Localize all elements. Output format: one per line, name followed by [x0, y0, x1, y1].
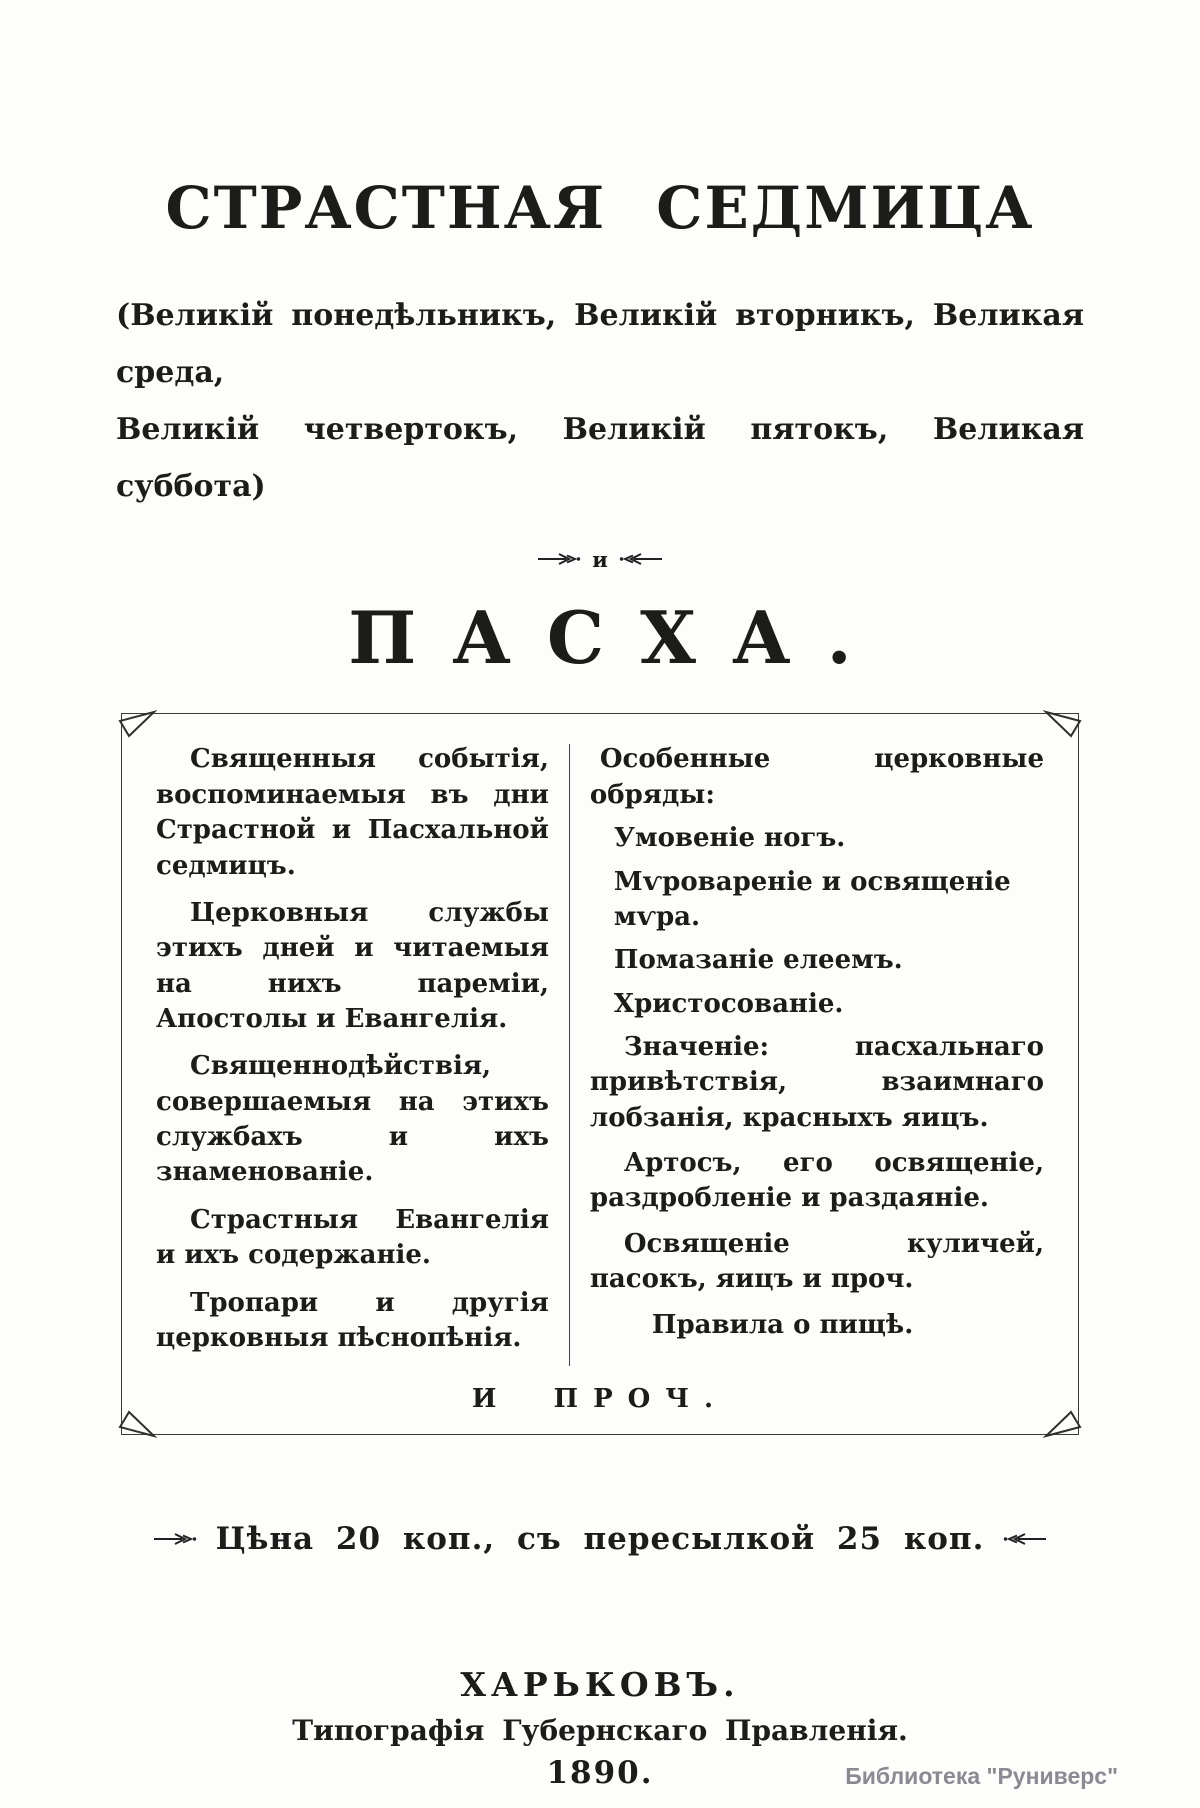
contents-item: Мѵровареніе и освященіе мѵра.: [613, 866, 1011, 932]
contents-item: Умовеніе ногъ.: [613, 823, 846, 854]
imprint-year: 1890.: [546, 1755, 654, 1792]
contents-right-column: [570, 742, 1044, 1368]
subtitle-line-1: (Великій понедѣльникъ, Великій вторникъ, Великая среда,: [116, 297, 1084, 390]
fleuron-arrow-left-icon: [1000, 1532, 1050, 1546]
imprint-publisher: Типографія Губернскаго Правленія.: [292, 1714, 908, 1748]
contents-left-column: [156, 742, 569, 1368]
corner-triangle-icon: [1043, 709, 1083, 739]
fleuron-arrow-right-icon: [150, 1532, 200, 1546]
contents-item: Страстныя Евангелія и ихъ содержаніе.: [156, 1204, 549, 1271]
contents-item: Артосъ, его освященіе, раздробленіе и раздаяніе.: [589, 1148, 1044, 1214]
contents-item: Помазаніе елеемъ.: [613, 945, 903, 976]
contents-item: Священныя событія, воспоминаемыя въ дни Страстной и Пасхальной седмицъ.: [156, 744, 549, 881]
contents-item: Значеніе: пасхальнаго привѣтствія, взаимнаго лобзанія, красныхъ яицъ.: [589, 1032, 1044, 1133]
subtitle-block: [0, 287, 1200, 515]
contents-columns: [156, 742, 1044, 1368]
corner-triangle-icon: [117, 1409, 157, 1439]
pascha-title: ПАСХА.: [348, 594, 888, 680]
fleuron-arrow-right-icon: [536, 552, 582, 566]
conjunction-ornament-row: [0, 546, 1200, 572]
etcetera-label: И ПРОЧ.: [471, 1384, 729, 1415]
imprint-city: ХАРЬКОВЪ.: [460, 1665, 740, 1705]
contents-item: Тропари и другія церковныя пѣснопѣнія.: [156, 1287, 549, 1353]
contents-item: Церковныя службы этихъ дней и читаемыя на нихъ пареміи, Апостолы и Евангелія.: [156, 897, 549, 1034]
price-line: [0, 1521, 1200, 1557]
subtitle-line-2: Великій четвертокъ, Великій пятокъ, Великая суббота): [116, 411, 1084, 504]
conjunction-label: и: [592, 546, 608, 572]
corner-triangle-icon: [117, 709, 157, 739]
contents-item: Освященіе куличей, пасокъ, яицъ и проч.: [589, 1228, 1044, 1295]
price-text: Цѣна 20 коп., съ пересылкой 25 коп.: [215, 1521, 985, 1558]
contents-item: Правила о пищѣ.: [651, 1309, 914, 1340]
fleuron-arrow-left-icon: [618, 552, 664, 566]
corner-triangle-icon: [1043, 1409, 1083, 1439]
contents-box: [121, 713, 1079, 1435]
main-title: СТРАСТНАЯ СЕДМИЦА: [165, 174, 1035, 242]
contents-item: Священнодѣйствія, совершаемыя на этихъ службахъ и ихъ знаменованіе.: [156, 1051, 549, 1188]
contents-item: Особенные церковные обряды:: [589, 744, 1044, 810]
library-watermark: Библиотека "Руниверс": [845, 1763, 1118, 1789]
contents-item: Христосованіе.: [613, 988, 844, 1019]
